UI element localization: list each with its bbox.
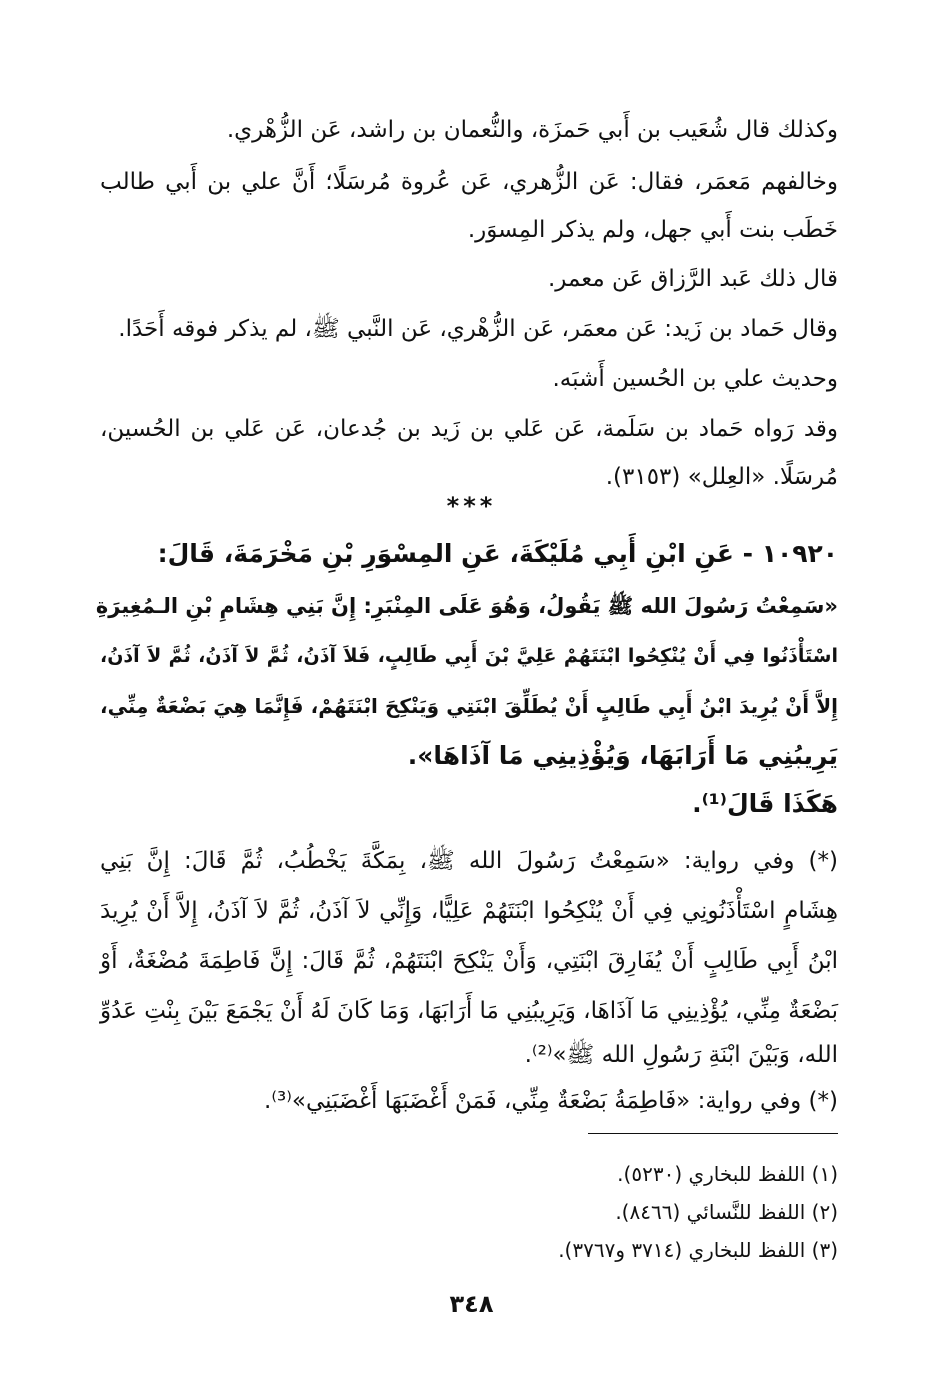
riwaya-1-line-1: (*) وفي رواية: «سَمِعْتُ رَسُولَ الله ﷺ، بِمَكَّةَ يَخْطُبُ، ثُمَّ قَالَ: إِنَّ بَنِي <box>100 848 838 874</box>
riwaya-1-line-5: الله، وَبَيْنَ ابْنَةِ رَسُولِ الله ﷺ»⁽²⁾. <box>524 1042 838 1068</box>
riwaya-1-line-4: بَضْعَةٌ مِنِّي، يُؤْذِينِي مَا آذَاهَا، وَيَرِيبُنِي مَا أَرَابَهَا، وَمَا كَانَ لَهُ أَنْ يَجْمَعَ بَيْنَ بِنْتِ عَدُوِّ <box>100 998 838 1024</box>
footnote-2: (٢) اللفظ للنَّسائي (٨٤٦٦). <box>615 1200 838 1224</box>
footnote-separator <box>588 1133 838 1134</box>
hadith-line-3: إِلاَّ أَنْ يُرِيدَ ابْنُ أَبِي طَالِبٍ أَنْ يُطَلِّقَ ابْنَتِي وَيَنْكِحَ ابْنَتَهُمْ، فَإِنَّمَا هِيَ بَضْعَةٌ مِنِّي، <box>100 694 838 718</box>
hadith-line-4: يَرِيبُنِي مَا أَرَابَهَا، وَيُؤْذِينِي مَا آذَاهَا». <box>407 741 838 770</box>
riwaya-1-line-2: هِشَامٍ اسْتَأْذَنُونِي فِي أَنْ يُنْكِحُوا ابْنَتَهُمْ عَلِيًّا، وَإِنِّي لاَ آذَنُ، ثُمَّ لاَ آذَنُ، إِلاَّ أَنْ يُرِيدَ <box>100 898 838 924</box>
commentary-line-8: مُرسَلًا. «العِلل» (٣١٥٣). <box>605 464 838 490</box>
footnote-3: (٣) اللفظ للبخاري (٣٧١٤ و٣٧٦٧). <box>558 1238 838 1262</box>
commentary-line-7: وقد رَواه حَماد بن سَلَمة، عَن عَلي بن زَيد بن جُدعان، عَن عَلي بن الحُسين، <box>100 416 838 442</box>
riwaya-1-line-3: ابْنُ أَبِي طَالِبٍ أَنْ يُفَارِقَ ابْنَتِي، وَأَنْ يَنْكِحَ ابْنَتَهُمْ، ثُمَّ قَالَ: إِنَّ فَاطِمَةَ مُضْغَةٌ، أَوْ <box>100 948 838 974</box>
hadith-line-1: «سَمِعْتُ رَسُولَ الله ﷺ يَقُولُ، وَهُوَ عَلَى المِنْبَرِ: إِنَّ بَنِي هِشَامِ بْنِ الـمُغِيرَةِ <box>95 594 838 618</box>
riwaya-2-line-1: (*) وفي رواية: «فَاطِمَةُ بَضْعَةٌ مِنِّي، فَمَنْ أَغْضَبَهَا أَغْضَبَنِي»⁽³⁾. <box>264 1088 838 1114</box>
hadith-header: ١٠٩٢٠ - عَنِ ابْنِ أَبِي مُلَيْكَةَ، عَنِ المِسْوَرِ بْنِ مَخْرَمَةَ، قَالَ: <box>157 539 838 568</box>
hadith-line-5: هَكَذَا قَالَ⁽¹⁾. <box>692 789 838 818</box>
commentary-line-3: خَطَب بنت أَبي جهل، ولم يذكر المِسوَر. <box>467 217 838 243</box>
commentary-line-4: قال ذلك عَبد الرَّزاق عَن معمر. <box>547 266 838 292</box>
commentary-line-5: وقال حَماد بن زَيد: عَن معمَر، عَن الزُّهْري، عَن النَّبي ﷺ، لم يذكر فوقه أَحَدًا. <box>118 316 838 342</box>
footnote-1: (١) اللفظ للبخاري (٥٢٣٠). <box>617 1162 838 1186</box>
commentary-line-6: وحديث علي بن الحُسين أَشبَه. <box>552 366 838 392</box>
page-number: ٣٤٨ <box>449 1290 494 1318</box>
commentary-line-1: وكذلك قال شُعَيب بن أَبي حَمزَة، والنُّعمان بن راشد، عَن الزُّهْري. <box>226 117 838 143</box>
hadith-line-2: اسْتَأْذَنُوا فِي أَنْ يُنْكِحُوا ابْنَتَهُمْ عَلِيَّ بْنَ أَبِي طَالِبٍ، فَلاَ آذَنُ، ثُمَّ لاَ آذَنُ، ثُمَّ لاَ آذَنُ، <box>100 645 838 667</box>
section-separator: *** <box>446 492 497 520</box>
commentary-line-2: وخالفهم مَعمَر، فقال: عَن الزُّهري، عَن عُروة مُرسَلًا؛ أَنَّ علي بن أَبي طالب <box>100 169 838 195</box>
